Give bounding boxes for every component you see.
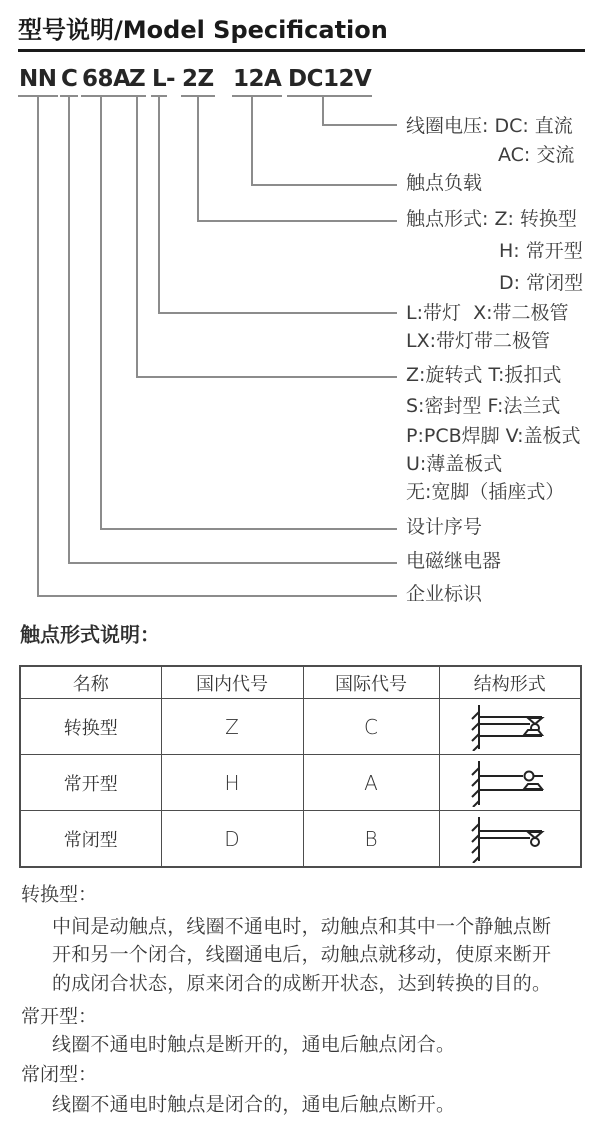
structure-form-cell [439, 699, 581, 755]
connector-line-horizontal [100, 528, 397, 530]
description-line: 线圈不通电时触点是闭合的，通电后触点断开。 [52, 1093, 456, 1116]
structure-form-cell [439, 811, 581, 868]
spec-label: Z:旋转式 T:扳扣式 [406, 364, 562, 387]
connector-line-horizontal [68, 562, 397, 564]
description-heading: 常开型： [21, 1005, 98, 1028]
connector-line-vertical [68, 97, 70, 564]
normally-closed-contact-symbol [470, 815, 550, 863]
description-heading: 转换型： [21, 883, 98, 906]
model-code-segment: Z [128, 67, 146, 97]
spec-label: S:密封型 F:法兰式 [406, 395, 561, 418]
table-row [20, 699, 581, 755]
connector-line-vertical [100, 97, 102, 530]
spec-label: 触点形式: Z: 转换型 [406, 208, 577, 231]
international-code-cell: A [303, 755, 439, 811]
connector-line-horizontal [37, 595, 397, 597]
connector-line-vertical [37, 97, 39, 597]
connector-line-horizontal [251, 184, 397, 186]
description-line: 线圈不通电时触点是断开的，通电后触点闭合。 [52, 1033, 456, 1056]
spec-label: 触点负载 [406, 172, 483, 195]
contact-form-table [19, 665, 582, 868]
normally-open-contact-symbol [470, 759, 550, 807]
spec-label: AC: 交流 [498, 144, 575, 167]
column-header: 结构形式 [439, 666, 581, 699]
contact-name-cell: 转换型 [20, 699, 161, 755]
spec-label: H: 常开型 [499, 240, 583, 263]
structure-form-cell [439, 755, 581, 811]
spec-label: 设计序号 [406, 516, 483, 539]
column-header: 国内代号 [161, 666, 303, 699]
spec-label: 无:宽脚（插座式） [406, 481, 565, 504]
description-heading: 常闭型： [21, 1063, 98, 1086]
spec-label: P:PCB焊脚 V:盖板式 [406, 425, 581, 448]
title-rule [18, 49, 585, 52]
domestic-code-cell: H [161, 755, 303, 811]
contact-name-cell: 常开型 [20, 755, 161, 811]
table-header-row [20, 666, 581, 699]
table-row [20, 811, 581, 868]
contact-name-cell: 常闭型 [20, 811, 161, 868]
spec-label: L:带灯 X:带二极管 [406, 302, 569, 325]
column-header: 国际代号 [303, 666, 439, 699]
connector-line-horizontal [322, 124, 397, 126]
model-code-segment: DC12V [287, 67, 372, 97]
table-row [20, 755, 581, 811]
domestic-code-cell: D [161, 811, 303, 868]
model-code-segment: 68A [81, 67, 131, 97]
domestic-code-cell: Z [161, 699, 303, 755]
connector-line-vertical [158, 97, 160, 314]
page-title: 型号说明/Model Specification [18, 16, 388, 44]
connector-line-vertical [251, 97, 253, 186]
international-code-cell: C [303, 699, 439, 755]
international-code-cell: B [303, 811, 439, 868]
connector-line-horizontal [197, 220, 397, 222]
spec-label: LX:带灯带二极管 [406, 330, 551, 353]
connector-line-vertical [322, 97, 324, 126]
connector-line-vertical [197, 97, 199, 222]
description-line: 的成闭合状态，原来闭合的成断开状态，达到转换的目的。 [52, 972, 552, 995]
model-code-segment: C [60, 67, 78, 97]
spec-label: D: 常闭型 [499, 272, 584, 295]
model-code-segment: L [151, 67, 167, 97]
spec-label: U:薄盖板式 [406, 453, 503, 476]
connector-line-horizontal [136, 376, 397, 378]
changeover-contact-symbol [470, 703, 550, 751]
connector-line-vertical [136, 97, 138, 378]
spec-label: 线圈电压: DC: 直流 [406, 115, 573, 138]
description-line: 中间是动触点，线圈不通电时，动触点和其中一个静触点断 [52, 915, 552, 938]
column-header: 名称 [20, 666, 161, 699]
contact-section-heading: 触点形式说明： [20, 622, 160, 647]
model-code-segment: NN [18, 67, 58, 97]
model-code-segment: 12A [232, 67, 282, 97]
model-code-separator: - [166, 66, 176, 92]
description-line: 开和另一个闭合，线圈通电后，动触点就移动，使原来断开 [52, 943, 552, 966]
spec-label: 电磁继电器 [406, 550, 502, 573]
spec-label: 企业标识 [406, 583, 483, 606]
model-code-segment: 2Z [181, 67, 215, 97]
connector-line-horizontal [158, 312, 397, 314]
